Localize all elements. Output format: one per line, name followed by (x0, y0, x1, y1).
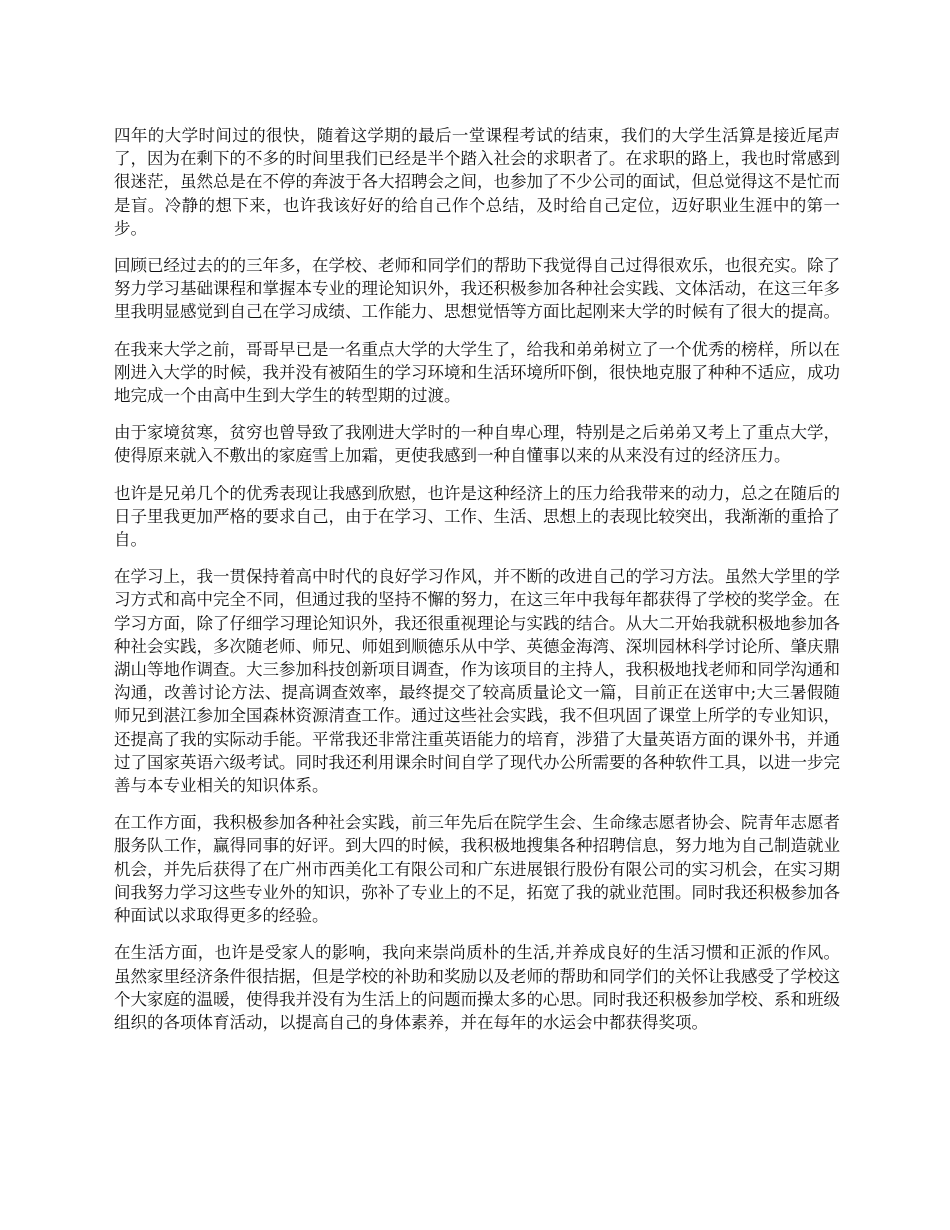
paragraph-7: 在工作方面，我积极参加各种社会实践，前三年先后在院学生会、生命缘志愿者协会、院青年志愿者服务队工作，赢得同事的好评。到大四的时候，我积极地搜集各种招聘信息，努力地为自己制造就业机会，并先后获得了在广州市西美化工有限公司和广东进展银行股份有限公司的实习机会，在实习期间我努力学习这些专业外的知识，弥补了专业上的不足，拓宽了我的就业范围。同时我还积极参加各种面试以求取得更多的经验。 (114, 813, 840, 926)
paragraph-3: 在我来大学之前，哥哥早已是一名重点大学的大学生了，给我和弟弟树立了一个优秀的榜样，所以在刚进入大学的时候，我并没有被陌生的学习环境和生活环境所吓倒，很快地克服了种种不适应，成功地完成一个由高中生到大学生的转型期的过渡。 (114, 339, 840, 406)
paragraph-6: 在学习上，我一贯保持着高中时代的良好学习作风，并不断的改进自己的学习方法。虽然大学里的学习方式和高中完全不同，但通过我的坚持不懈的努力，在这三年中我每年都获得了学校的奖学金。在学习方面，除了仔细学习理论知识外，我还很重视理论与实践的结合。从大二开始我就积极地参加各种社会实践，多次随老师、师兄、师姐到顺德乐从中学、英德金海湾、深圳园林科学讨论所、肇庆鼎湖山等地作调查。大三参加科技创新项目调查，作为该项目的主持人，我积极地找老师和同学沟通和沟通，改善讨论方法、提高调查效率，最终提交了较高质量论文一篇，目前正在送审中;大三暑假随师兄到湛江参加全国森林资源清查工作。通过这些社会实践，我不但巩固了课堂上所学的专业知识，还提高了我的实际动手能。平常我还非常注重英语能力的培育，涉猎了大量英语方面的课外书，并通过了国家英语六级考试。同时我还利用课余时间自学了现代办公所需要的各种软件工具，以进一步完善与本专业相关的知识体系。 (114, 567, 840, 796)
paragraph-5: 也许是兄弟几个的优秀表现让我感到欣慰，也许是这种经济上的压力给我带来的动力，总之在随后的日子里我更加严格的要求自己，由于在学习、工作、生活、思想上的表现比较突出，我渐渐的重拾了自。 (114, 483, 840, 550)
document-body (114, 124, 840, 1048)
paragraph-1: 四年的大学时间过的很快，随着这学期的最后一堂课程考试的结束，我们的大学生活算是接近尾声了，因为在剩下的不多的时间里我们已经是半个踏入社会的求职者了。在求职的路上，我也时常感到很迷茫，虽然总是在不停的奔波于各大招聘会之间，也参加了不少公司的面试，但总觉得这不是忙而是盲。冷静的想下来，也许我该好好的给自己作个总结，及时给自己定位，迈好职业生涯中的第一步。 (114, 126, 840, 238)
paragraph-2: 回顾已经过去的的三年多，在学校、老师和同学们的帮助下我觉得自己过得很欢乐，也很充实。除了努力学习基础课程和掌握本专业的理论知识外，我还积极参加各种社会实践、文体活动，在这三年多里我明显感觉到自己在学习成绩、工作能力、思想觉悟等方面比起刚来大学的时候有了很大的提高。 (114, 256, 840, 322)
paragraph-4: 由于家境贫寒，贫穷也曾导致了我刚进大学时的一种自卑心理，特别是之后弟弟又考上了重点大学，使得原来就入不敷出的家庭雪上加霜，更使我感到一种自懂事以来的从来没有过的经济压力。 (114, 423, 840, 466)
paragraph-8: 在生活方面，也许是受家人的影响，我向来崇尚质朴的生活,并养成良好的生活习惯和正派的作风。虽然家里经济条件很拮据，但是学校的补助和奖励以及老师的帮助和同学们的关怀让我感受了学校这个大家庭的温暖，使得我并没有为生活上的问题而操太多的心思。同时我还积极参加学校、系和班级组织的各项体育活动，以提高自己的身体素养，并在每年的水运会中都获得奖项。 (114, 943, 840, 1032)
